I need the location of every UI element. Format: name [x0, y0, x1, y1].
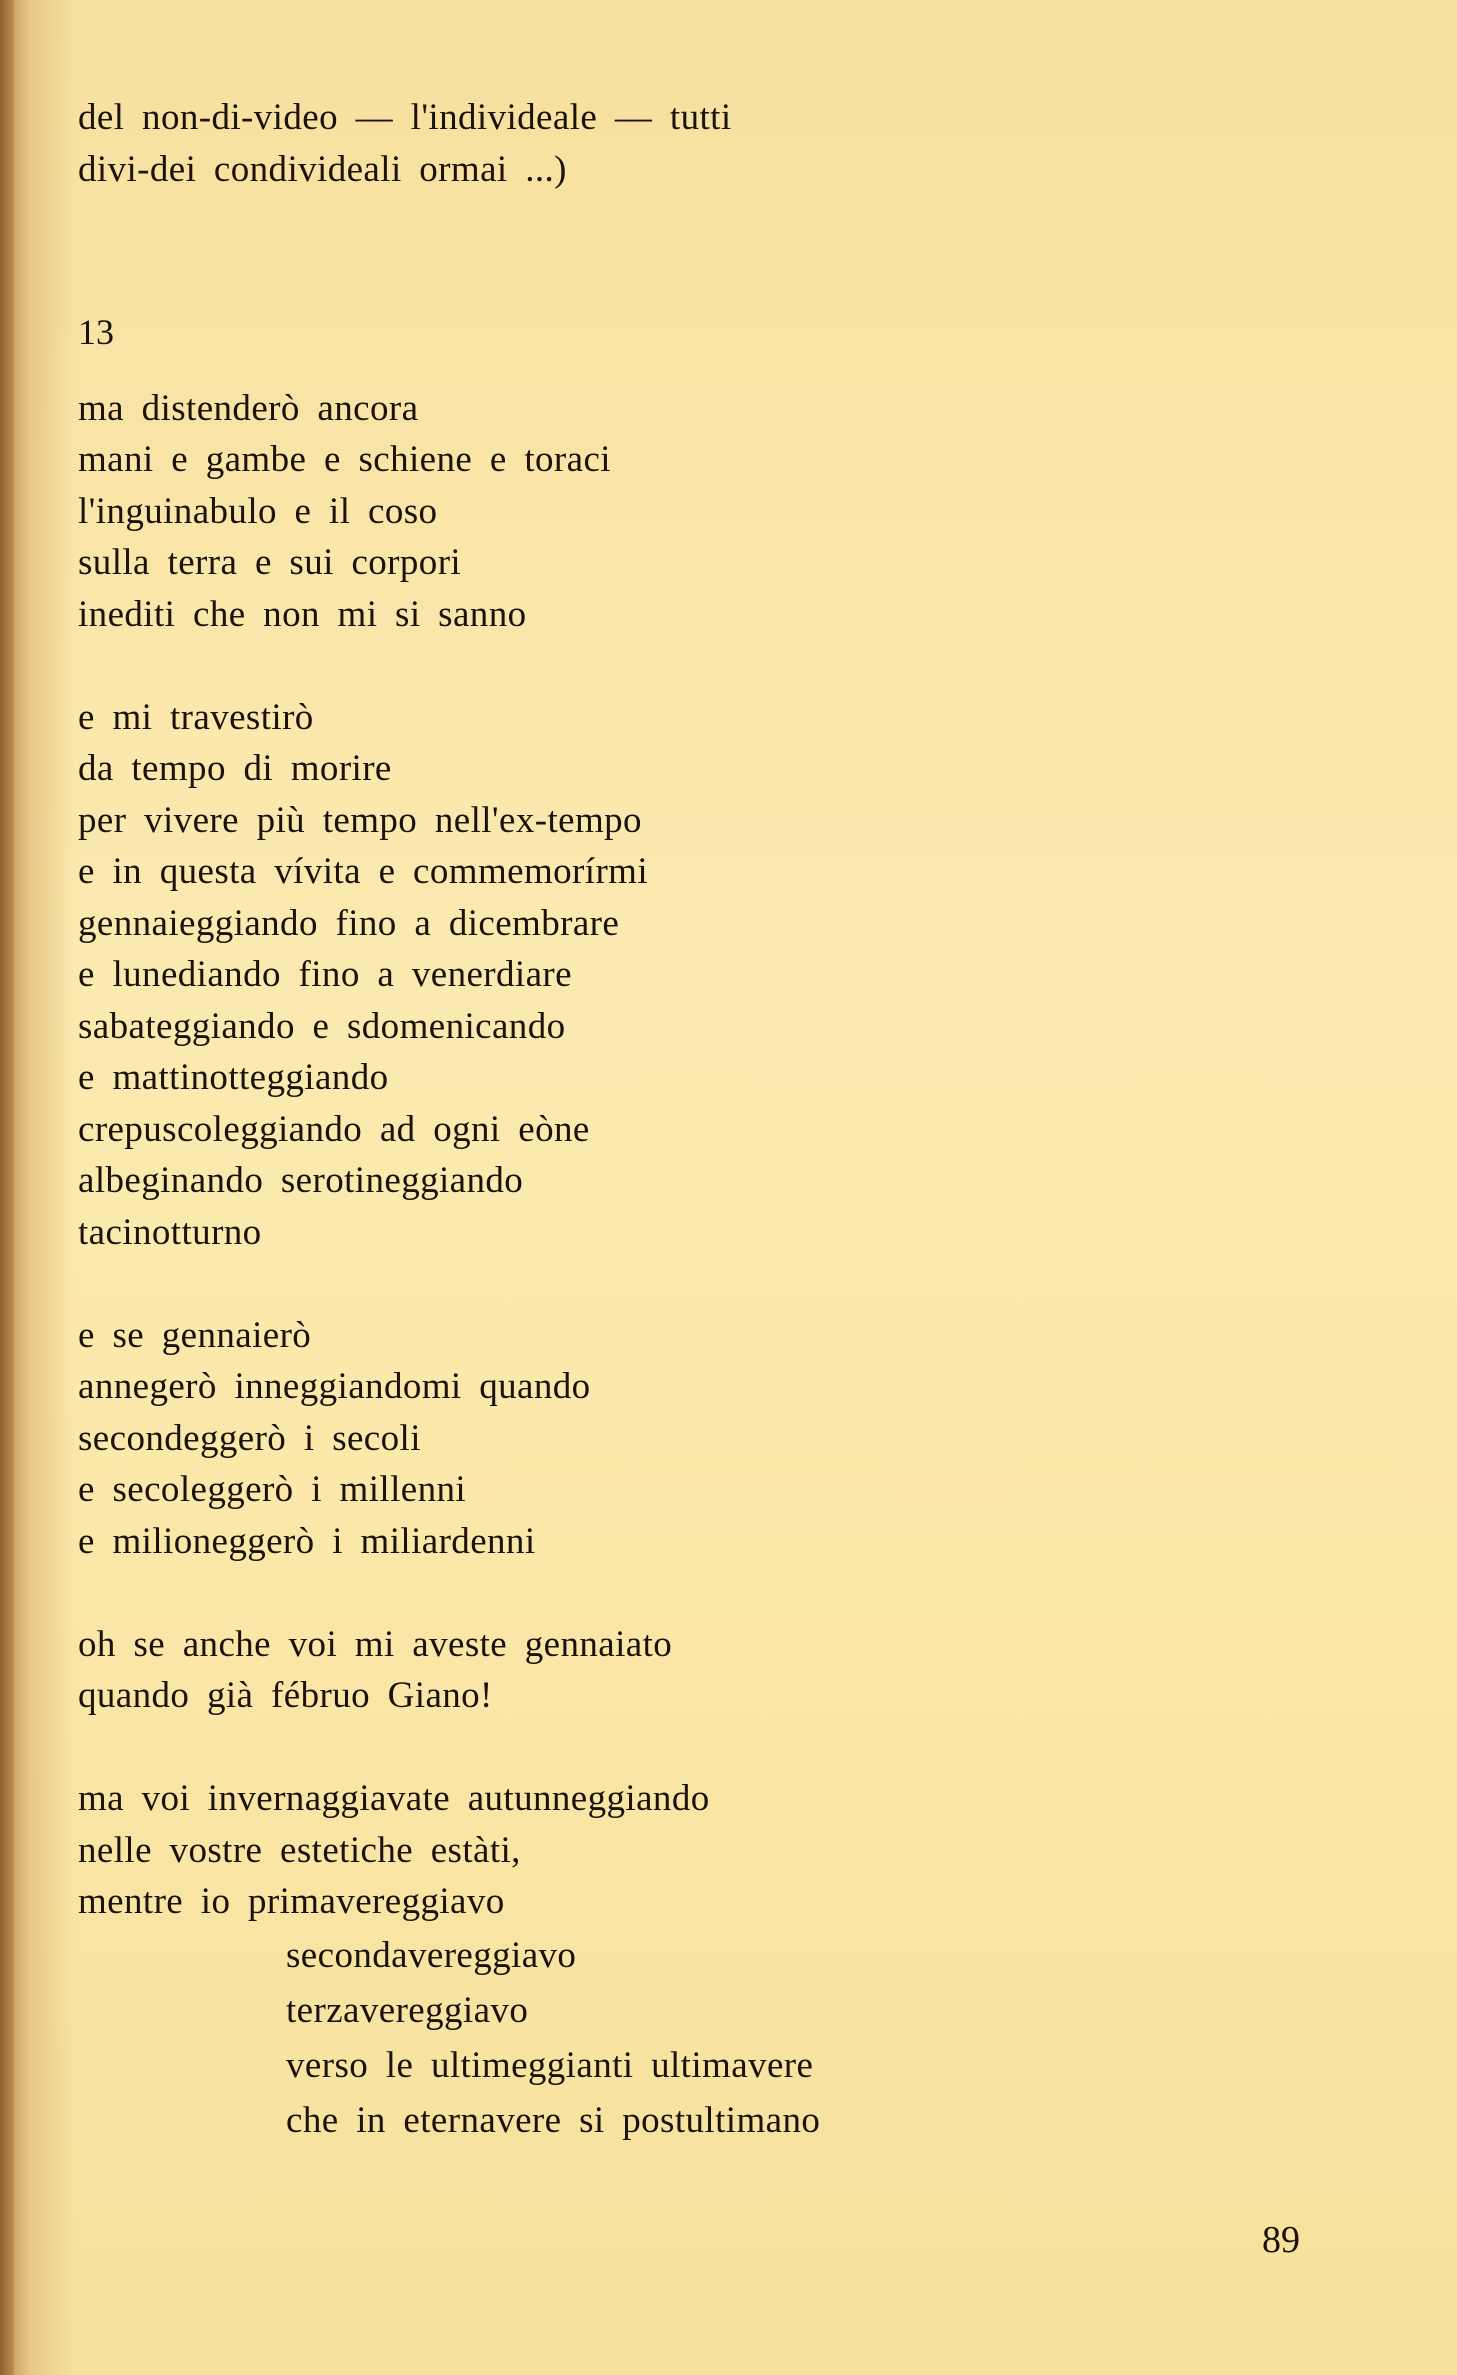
- opening-lines: [78, 92, 1078, 195]
- poem-line: e milioneggerò i miliardenni: [78, 1520, 536, 1562]
- book-spine-edge: [0, 0, 14, 2375]
- poem-line: nelle vostre estetiche estàti,: [78, 1829, 521, 1871]
- poem-line: terzavereggiavo: [286, 1989, 529, 2031]
- poem-line: sabateggiando e sdomenicando: [78, 1005, 566, 1047]
- poem-text-block: [78, 92, 1078, 2148]
- poem-line: del non-di-video — l'individeale — tutti: [78, 97, 732, 138]
- poem-line: mani e gambe e schiene e toraci: [78, 439, 611, 480]
- stanza-5: [78, 1773, 1078, 1928]
- poem-line: sulla terra e sui corpori: [78, 542, 462, 583]
- poem-line: da tempo di morire: [78, 748, 392, 789]
- stanza-break: [78, 1567, 1078, 1619]
- poem-line: mentre io primavereggiavo: [78, 1881, 505, 1922]
- poem-line: tacinotturno: [78, 1211, 262, 1253]
- poem-line: divi-dei condivideali ormai ...): [78, 148, 567, 190]
- poem-line: e mi travestirò: [78, 696, 314, 738]
- poem-line: crepuscoleggiando ad ogni eòne: [78, 1108, 590, 1150]
- poem-line: ma distenderò ancora: [78, 387, 419, 429]
- indented-lines: [78, 1928, 1078, 2148]
- stanza-break: [78, 1258, 1078, 1310]
- poem-line: annegerò inneggiandomi quando: [78, 1366, 591, 1407]
- poem-line: albeginando serotineggiando: [78, 1160, 524, 1201]
- poem-line: e in questa vívita e commemorírmi: [78, 851, 649, 892]
- stanza-3: [78, 1310, 1078, 1568]
- poem-line: quando già fébruo Giano!: [78, 1675, 493, 1716]
- poem-line: l'inguinabulo e il coso: [78, 490, 438, 532]
- poem-line: ma voi invernaggiavate autunneggiando: [78, 1778, 710, 1819]
- poem-line: verso le ultimeggianti ultimavere: [286, 2044, 814, 2086]
- stanza-break: [78, 1722, 1078, 1774]
- poem-line: oh se anche voi mi aveste gennaiato: [78, 1623, 673, 1665]
- poem-line: che in eternavere si postultimano: [286, 2099, 821, 2141]
- stanza-break: [78, 640, 1078, 692]
- poem-line: gennaieggiando fino a dicembrare: [78, 902, 620, 944]
- stanza-2: [78, 692, 1078, 1259]
- poem-line: e secoleggerò i millenni: [78, 1469, 467, 1510]
- poem-line: secondavereggiavo: [286, 1934, 577, 1976]
- poem-line: e se gennaierò: [78, 1314, 312, 1356]
- poem-line: e mattinotteggiando: [78, 1057, 389, 1098]
- poem-line: secondeggerò i secoli: [78, 1417, 421, 1459]
- page-number: 89: [1262, 2219, 1300, 2261]
- poem-line: e lunediando fino a venerdiare: [78, 954, 572, 995]
- stanza-4: [78, 1619, 1078, 1722]
- poem-line: per vivere più tempo nell'ex-tempo: [78, 799, 642, 841]
- poem-number: 13: [78, 312, 114, 352]
- stanza-1: [78, 383, 1078, 641]
- poem-line: inediti che non mi si sanno: [78, 593, 527, 635]
